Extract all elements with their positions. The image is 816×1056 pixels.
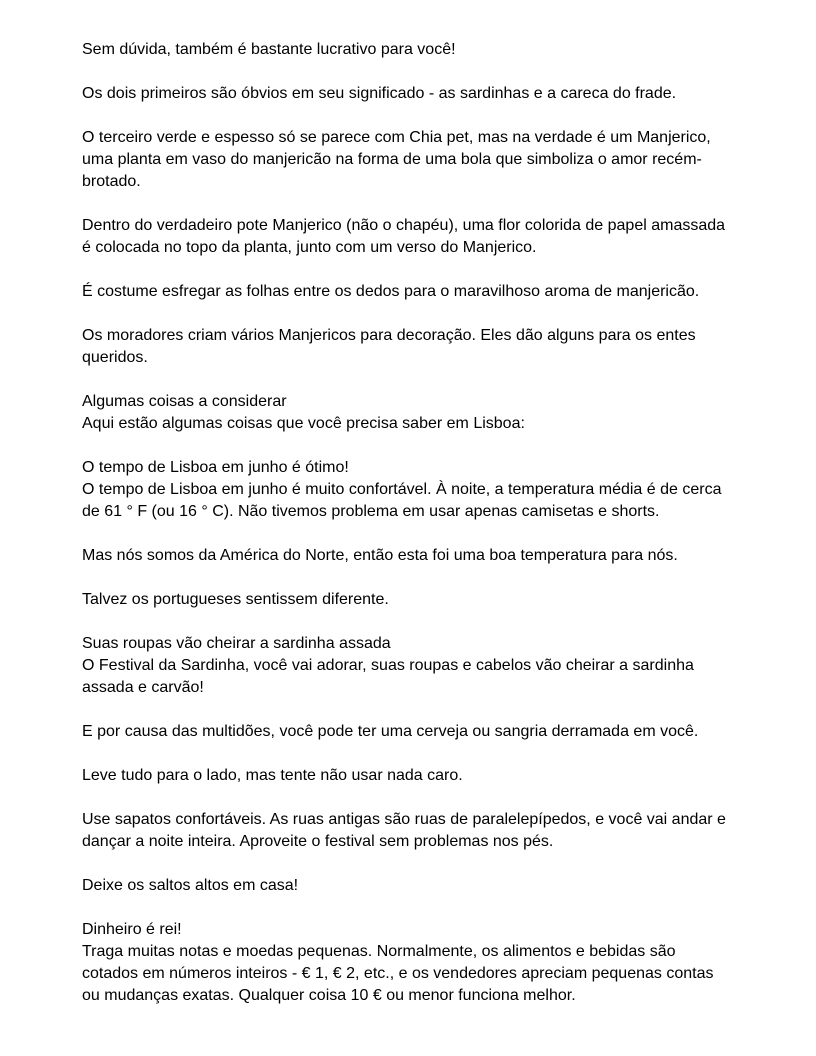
section-heading-paragraph — [82, 391, 734, 435]
section-heading: Dinheiro é rei! — [82, 921, 182, 938]
paragraph-line: Os moradores criam vários Manjericos para decoração. Eles dão alguns para os entes queridos. — [82, 327, 696, 366]
paragraph-line: Dentro do verdadeiro pote Manjerico (não o chapéu), uma flor colorida de papel amassada é colocada no topo da planta, junto com um verso do Manjerico. — [82, 217, 726, 256]
paragraph-line: Sem dúvida, também é bastante lucrativo para você! — [82, 41, 456, 58]
paragraph — [82, 281, 734, 303]
paragraph-line: Traga muitas notas e moedas pequenas. Normalmente, os alimentos e bebidas são cotados em números inteiros - € 1, € 2, etc., e os vendedores apreciam pequenas contas ou mudanças exatas. Qualquer coisa 10 € ou menor funciona melhor. — [82, 943, 714, 1004]
paragraph — [82, 589, 734, 611]
paragraph — [82, 39, 734, 61]
paragraph-line: Use sapatos confortáveis. As ruas antigas são ruas de paralelepípedos, e você vai andar e dançar a noite inteira. Aproveite o festival sem problemas nos pés. — [82, 811, 726, 850]
paragraph-line: Talvez os portugueses sentissem diferente. — [82, 591, 389, 608]
paragraph-line: Leve tudo para o lado, mas tente não usar nada caro. — [82, 767, 463, 784]
section-heading: O tempo de Lisboa em junho é ótimo! — [82, 459, 349, 476]
paragraph-line: E por causa das multidões, você pode ter uma cerveja ou sangria derramada em você. — [82, 723, 699, 740]
paragraph — [82, 765, 734, 787]
paragraph-line: O Festival da Sardinha, você vai adorar, suas roupas e cabelos vão cheirar a sardinha assada e carvão! — [82, 657, 694, 696]
paragraph — [82, 325, 734, 369]
document-page — [82, 39, 734, 1007]
paragraph — [82, 215, 734, 259]
section-heading-paragraph — [82, 919, 734, 1007]
section-heading: Suas roupas vão cheirar a sardinha assada — [82, 635, 391, 652]
paragraph-line: O terceiro verde e espesso só se parece com Chia pet, mas na verdade é um Manjerico, uma planta em vaso do manjericão na forma de uma bola que simboliza o amor recém-brotado. — [82, 129, 711, 190]
paragraph-line: É costume esfregar as folhas entre os dedos para o maravilhoso aroma de manjericão. — [82, 283, 700, 300]
section-heading-paragraph — [82, 633, 734, 699]
paragraph-line: Mas nós somos da América do Norte, então esta foi uma boa temperatura para nós. — [82, 547, 678, 564]
paragraph-line: Os dois primeiros são óbvios em seu significado - as sardinhas e a careca do frade. — [82, 85, 677, 102]
section-heading-paragraph — [82, 457, 734, 523]
paragraph-line: O tempo de Lisboa em junho é muito confortável. À noite, a temperatura média é de cerca de 61 ° F (ou 16 ° C). Não tivemos problema em usar apenas camisetas e shorts. — [82, 481, 722, 520]
section-heading: Algumas coisas a considerar — [82, 393, 287, 410]
paragraph-line: Deixe os saltos altos em casa! — [82, 877, 299, 894]
paragraph — [82, 127, 734, 193]
paragraph — [82, 875, 734, 897]
paragraph — [82, 721, 734, 743]
paragraph-line: Aqui estão algumas coisas que você precisa saber em Lisboa: — [82, 415, 525, 432]
paragraph — [82, 809, 734, 853]
paragraph — [82, 83, 734, 105]
paragraph — [82, 545, 734, 567]
